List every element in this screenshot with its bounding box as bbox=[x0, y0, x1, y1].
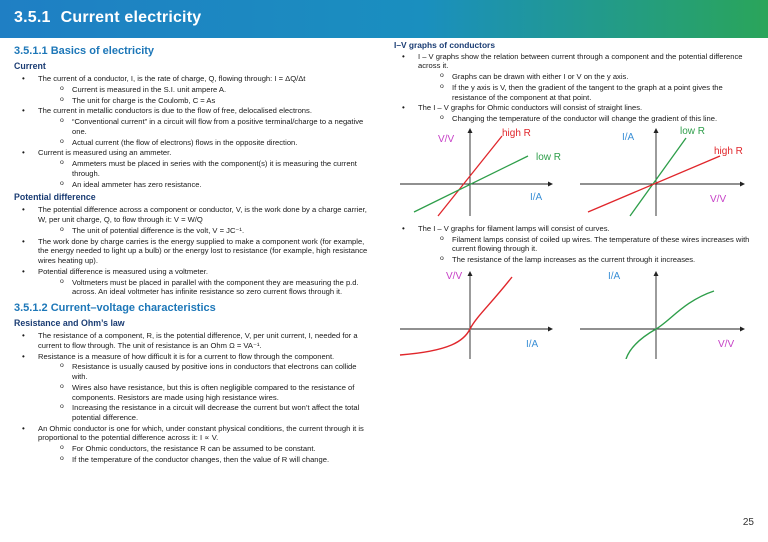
list-item: o The unit of potential difference is the volt, V = JC⁻¹. bbox=[38, 226, 374, 236]
bullet-text: The I – V graphs for Ohmic conductors will consist of straight lines. bbox=[418, 103, 643, 113]
list-item: o “Conventional current” in a circuit will flow from a positive terminal/charge to a negative one. bbox=[38, 117, 374, 136]
list-item: o Voltmeters must be placed in parallel with the component they are measuring the p.d. across. An ideal voltmeter has infinite resistance so zero current flows through it. bbox=[38, 278, 374, 297]
x-axis-arrow-icon bbox=[548, 326, 553, 331]
left-column bbox=[14, 42, 374, 466]
y-axis-label: V/V bbox=[446, 270, 463, 282]
bullet-text: Current is measured using an ammeter. bbox=[38, 148, 172, 158]
list-item bbox=[14, 74, 374, 105]
list-item: • The work done by charge carries is the energy supplied to make a component work (for example, the energy needed to light up a bulb) or the energy lost to resistance (for example, high resistance wires heating up). bbox=[14, 237, 374, 266]
low-r-label: low R bbox=[536, 151, 562, 163]
page-number: 25 bbox=[742, 517, 754, 528]
low-r-label: low R bbox=[680, 125, 706, 137]
y-axis-arrow-icon bbox=[468, 128, 473, 133]
filament-graphs-svg bbox=[394, 267, 756, 359]
list-item bbox=[14, 267, 374, 297]
filament-curve bbox=[400, 277, 512, 355]
bullet-text: Potential difference is measured using a voltmeter. bbox=[38, 266, 208, 276]
ohmic-graph-i-vs-v bbox=[580, 126, 745, 216]
list-item: o An ideal ammeter has zero resistance. bbox=[38, 180, 374, 190]
x-axis-label: I/A bbox=[526, 338, 539, 350]
x-axis-arrow-icon bbox=[740, 326, 745, 331]
list-item bbox=[394, 103, 756, 123]
bullet-text: An Ohmic conductor is one for which, under constant physical conditions, the current through it is proportional to the potential difference across it: I ∝ V. bbox=[38, 423, 364, 443]
list-item: o Actual current (the flow of electrons) flows in the opposite direction. bbox=[38, 138, 374, 148]
list-item bbox=[14, 148, 374, 189]
filament-graph-v-vs-i bbox=[400, 271, 553, 359]
bullet-text: The I – V graphs for filament lamps will consist of curves. bbox=[418, 223, 610, 233]
x-axis-arrow-icon bbox=[740, 181, 745, 186]
iv-characteristics-heading: 3.5.1.2 Current–voltage characteristics bbox=[14, 301, 216, 314]
bullet-text: The current in metallic conductors is due to the flow of free, delocalised electrons. bbox=[38, 106, 312, 116]
list-item bbox=[394, 52, 756, 103]
list-item bbox=[14, 424, 374, 465]
bullet-text: The current of a conductor, I, is the rate of charge, Q, flowing through: I = ΔQ/Δt bbox=[38, 74, 306, 84]
list-item bbox=[394, 224, 756, 265]
ohmic-graph-v-vs-i bbox=[400, 128, 561, 216]
y-axis-label: I/A bbox=[622, 131, 635, 143]
page-header bbox=[0, 0, 768, 38]
bullet-text: Resistance is a measure of how difficult it is for a current to flow through the component. bbox=[38, 351, 335, 361]
basics-heading: 3.5.1.1 Basics of electricity bbox=[14, 45, 155, 57]
page-title bbox=[14, 9, 201, 27]
list-item bbox=[14, 352, 374, 423]
x-axis-arrow-icon bbox=[548, 181, 553, 186]
list-item: o Filament lamps consist of coiled up wires. The temperature of these wires increases with current flowing through it. bbox=[418, 235, 756, 254]
y-axis-arrow-icon bbox=[654, 271, 659, 276]
x-axis-label: V/V bbox=[710, 193, 727, 205]
list-item: • The resistance of a component, R, is the potential difference, V, per unit current, I, needed for a current to flow through. The unit of resistance is an Ohm Ω = VA⁻¹. bbox=[14, 331, 374, 350]
iv-graphs-heading: I–V graphs of conductors bbox=[394, 40, 495, 50]
list-item: o For Ohmic conductors, the resistance R can be assumed to be constant. bbox=[38, 444, 374, 454]
current-list bbox=[14, 74, 374, 189]
ohmic-graphs bbox=[394, 126, 756, 218]
right-column bbox=[394, 40, 756, 359]
bullet-text: I – V graphs show the relation between current through a component and the potential difference across it. bbox=[418, 51, 743, 71]
pd-list bbox=[14, 205, 374, 296]
list-item bbox=[14, 106, 374, 147]
list-item: o Increasing the resistance in a circuit will decrease the current but won’t affect the total potential difference. bbox=[38, 403, 374, 422]
resistance-list bbox=[14, 331, 374, 464]
list-item bbox=[14, 205, 374, 235]
list-item: o If the temperature of the conductor changes, then the value of R will change. bbox=[38, 455, 374, 465]
list-item: o Ammeters must be placed in series with the component(s) it is measuring the current through. bbox=[38, 159, 374, 178]
list-item: o The resistance of the lamp increases as the current through it increases. bbox=[418, 255, 756, 265]
high-r-label: high R bbox=[714, 145, 743, 157]
pd-heading: Potential difference bbox=[14, 192, 96, 203]
list-item: o Wires also have resistance, but this is often negligible compared to the resistance of components. Resistors are made using high resistance wires. bbox=[38, 383, 374, 402]
x-axis-label: V/V bbox=[718, 338, 735, 350]
low-r-line bbox=[630, 138, 686, 216]
list-item: o Changing the temperature of the conductor will change the gradient of this line. bbox=[418, 114, 756, 124]
iv-list bbox=[394, 52, 756, 124]
section-number: 3.5.1 bbox=[14, 9, 51, 26]
list-item: o Current is measured in the S.I. unit ampere A. bbox=[38, 85, 374, 95]
list-item: o Resistance is usually caused by positive ions in conductors that electrons can collide with. bbox=[38, 362, 374, 381]
y-axis-arrow-icon bbox=[654, 128, 659, 133]
filament-list bbox=[394, 224, 756, 265]
y-axis-label: I/A bbox=[608, 270, 621, 282]
ohmic-graphs-svg bbox=[394, 126, 756, 218]
y-axis-arrow-icon bbox=[468, 271, 473, 276]
section-title: Current electricity bbox=[60, 9, 202, 26]
x-axis-label: I/A bbox=[530, 191, 543, 203]
filament-graph-i-vs-v bbox=[580, 271, 745, 359]
list-item: o Graphs can be drawn with either I or V on the y axis. bbox=[418, 72, 756, 82]
high-r-label: high R bbox=[502, 127, 531, 139]
list-item: o The unit for charge is the Coulomb, C = As bbox=[38, 96, 374, 106]
y-axis-label: V/V bbox=[438, 133, 455, 145]
filament-curve bbox=[626, 291, 714, 359]
bullet-text: The potential difference across a component or conductor, V, is the work done by a charge carrier, W, per unit charge, Q, to flow through it: V = W/Q bbox=[38, 205, 367, 225]
filament-graphs bbox=[394, 267, 756, 359]
list-item: o If the y axis is V, then the gradient of the tangent to the graph at a point gives the resistance of the component at that point. bbox=[418, 83, 756, 102]
current-heading: Current bbox=[14, 61, 46, 72]
resistance-heading: Resistance and Ohm’s law bbox=[14, 318, 125, 329]
